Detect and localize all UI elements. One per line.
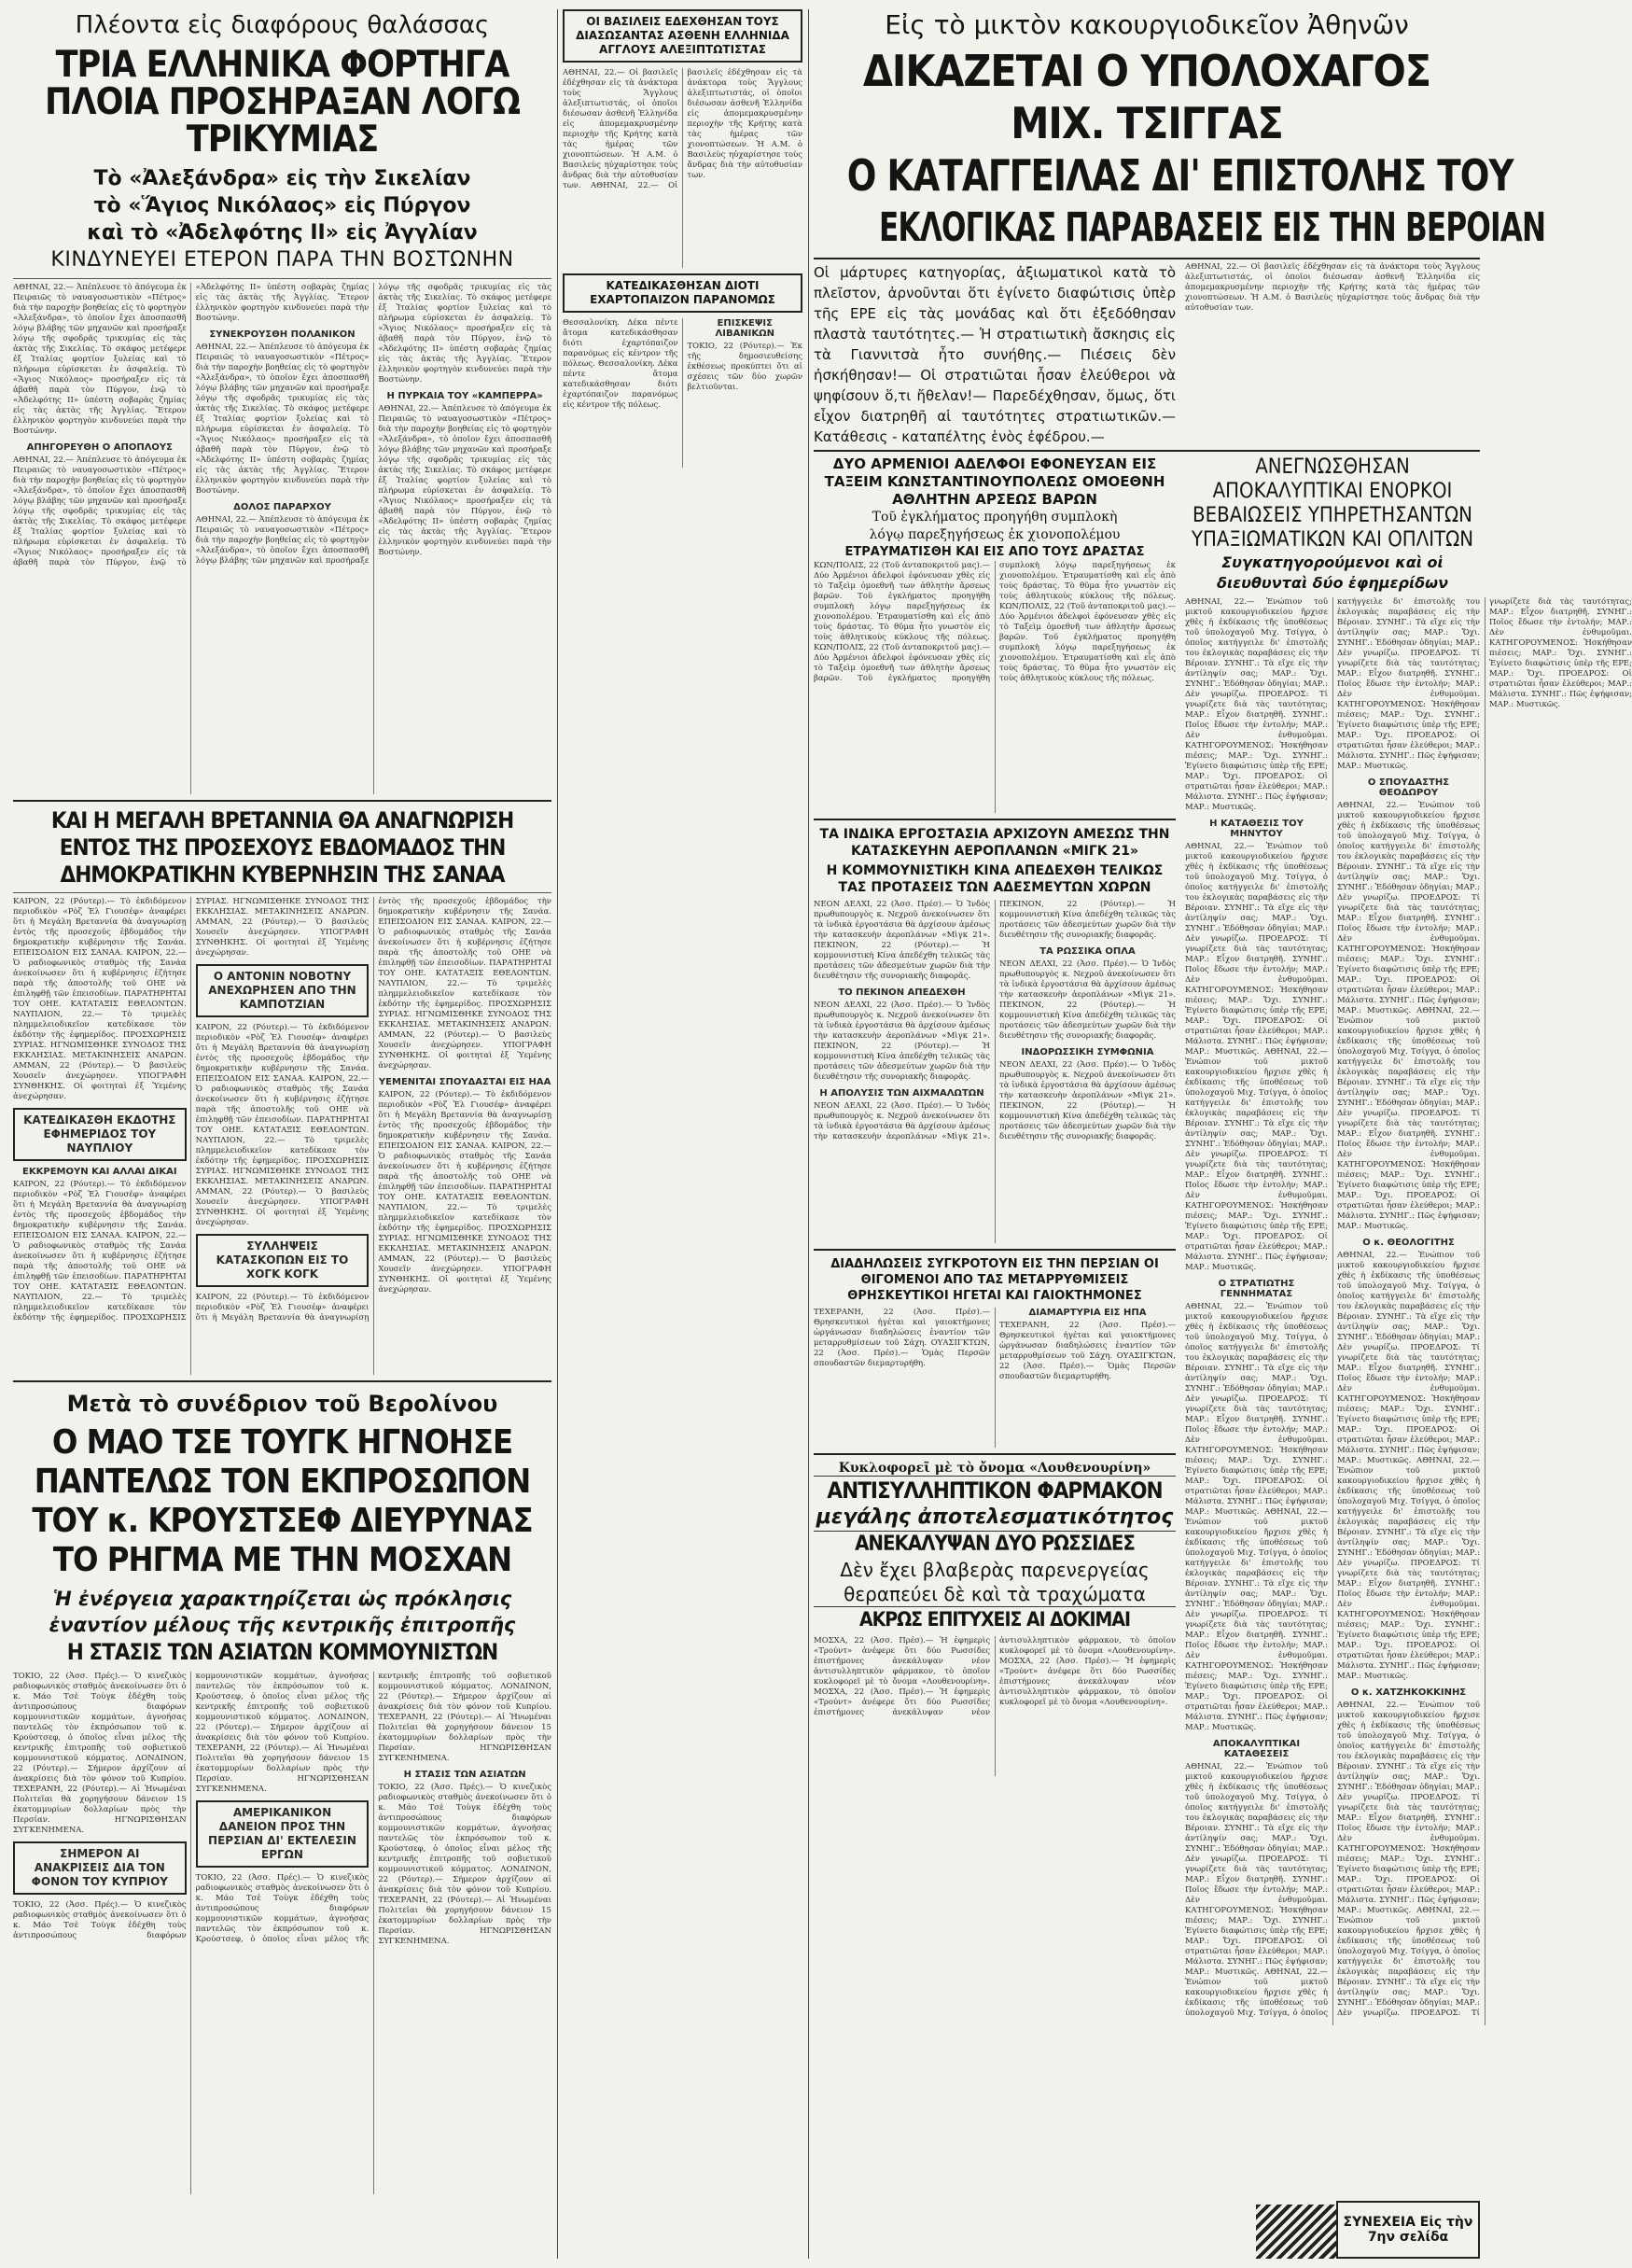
britain-box-1: ΚΑΤΕΔΙΚΑΣΘΗ ΕΚΔΟΤΗΣ ΕΦΗΜΕΡΙΔΟΣ ΤΟΥ ΝΑΥΠΛΙΟΥ — [13, 1108, 187, 1161]
drug-sub-2: ΑΝΕΚΑΛΥΨΑΝ ΔΥΟ ΡΩΣΣΙΔΕΣ — [814, 1531, 1176, 1558]
trial-head-5: Ο κ. ΘΕΟΛΟΓΙΤΗΣ — [1362, 1238, 1455, 1248]
mao-headline: Ο ΜΑΟ ΤΣΕ ΤΟΥΓΚ ΗΓΝΟΗΣΕ ΠΑΝΤΕΛΩΣ ΤΟΝ ΕΚΠΡΟΣΩΠΟΝ ΤΟΥ κ. ΚΡΟΥΣΤΣΕΦ ΔΙΕΥΡΥΝΑΣ ΤΟ ΡΗΓΜΑ ΜΕ ΤΗΝ ΜΟΣΧΑΝ — [32, 1423, 533, 1580]
britain-article: ΚΑΙΡΟΝ, 22 (Ρόυτερ).— Τὸ ἐκδιδόμενον περιοδικὸν «Ρὸζ Ἐλ Γιουσέφ» ἀναφέρει ὅτι ἡ Μεγάλη Βρεταννία θὰ ἀναγνωρίσῃ ἐντὸς τῆς προσεχοῦς ἑβδομάδος τὴν δημοκρατικὴν κυβέρνησιν τῆς Σανάα. ΕΠΕΙΣΟΔΙΟΝ ΕΙΣ ΣΑΝΑΑ. ΚΑΙΡΟΝ, 22.— Ὁ ραδιοφωνικὸς σταθμὸς τῆς Σανάα ἀνεκοίνωσεν ὅτι ἡ κυβέρνησις ἐζήτησε παρὰ τῆς ἀποστολῆς τοῦ ΟΗΕ νὰ ἐπιληφθῇ τῶν ἐπεισοδίων. ΠΑΡΑΤΗΡΗΤΑΙ ΤΟΥ ΟΗΕ. ΚΑΤΑΤΑΞΙΣ ΕΘΕΛΟΝΤΩΝ. ΝΑΥΠΛΙΟΝ, 22.— Τὸ τριμελὲς πλημμελειοδικεῖον κατεδίκασε τὸν ἐκδότην τῆς ἐφημερίδος. ΠΡΟΣΧΩΡΗΣΙΣ ΣΥΡΙΑΣ. ΗΓΝΩΜΙΣΘΗΚΕ ΣΥΝΟΔΟΣ ΤΗΣ ΕΚΚΛΗΣΙΑΣ. ΜΕΤΑΚΙΝΗΣΕΙΣ ΑΝΔΡΩΝ. ΑΜΜΑΝ, 22 (Ρόυτερ).— Ὁ βασιλεὺς Χουσεῖν ἀνεχώρησεν. ΥΠΟΓΡΑΦΗ ΣΥΝΘΗΚΗΣ. Οἱ φοιτηταὶ ἐξ Ὑεμένης ἀνεχώρησαν. ΚΑΤΕΔΙΚΑΣΘΗ ΕΚΔΟΤΗΣ ΕΦΗΜΕΡΙΔΟΣ ΤΟΥ ΝΑΥΠΛΙΟΥ ΕΚΚΡΕΜΟΥΝ ΚΑΙ ΑΛΛΑΙ ΔΙΚΑΙ ΚΑΙΡΟΝ, 22 (Ρόυτερ).— Τὸ ἐκδιδόμενον περιοδικὸν «Ρὸζ Ἐλ Γιουσέφ» ἀναφέρει ὅτι ἡ Μεγάλη Βρεταννία θὰ ἀναγνωρίσῃ ἐντὸς τῆς προσεχοῦς ἑβδομάδος τὴν δημοκρατικὴν κυβέρνησιν τῆς Σανάα. ΕΠΕΙΣΟΔΙΟΝ ΕΙΣ ΣΑΝΑΑ. ΚΑΙΡΟΝ, 22.— Ὁ ραδιοφωνικὸς σταθμὸς τῆς Σανάα ἀνεκοίνωσεν ὅτι ἡ κυβέρνησις ἐζήτησε παρὰ τῆς ἀποστολῆς τοῦ ΟΗΕ νὰ ἐπιληφθῇ τῶν ἐπεισοδίων. ΠΑΡΑΤΗΡΗΤΑΙ ΤΟΥ ΟΗΕ. ΚΑΤΑΤΑΞΙΣ ΕΘΕΛΟΝΤΩΝ. ΝΑΥΠΛΙΟΝ, 22.— Τὸ τριμελὲς πλημμελειοδικεῖον κατεδίκασε τὸν ἐκδότην τῆς ἐφημερίδος. ΠΡΟΣΧΩΡΗΣΙΣ ΣΥΡΙΑΣ. ΗΓΝΩΜΙΣΘΗΚΕ ΣΥΝΟΔΟΣ ΤΗΣ ΕΚΚΛΗΣΙΑΣ. ΜΕΤΑΚΙΝΗΣΕΙΣ ΑΝΔΡΩΝ. ΑΜΜΑΝ, 22 (Ρόυτερ).— Ὁ βασιλεὺς Χουσεῖν ἀνεχώρησεν. ΥΠΟΓΡΑΦΗ ΣΥΝΘΗΚΗΣ. Οἱ φοιτηταὶ ἐξ Ὑεμένης ἀνεχώρησαν. Ο ΑΝΤΟΝΙΝ ΝΟΒΟΤΝΥ ΑΝΕΧΩΡΗΣΕΝ ΑΠΟ ΤΗΝ ΚΑΜΠΟΤΖΙΑΝ ΚΑΙΡΟΝ, 22 (Ρόυτερ).— Τὸ ἐκδιδόμενον περιοδικὸν «Ρὸζ Ἐλ Γιουσέφ» ἀναφέρει ὅτι ἡ Μεγάλη Βρεταννία θὰ ἀναγνωρίσῃ ἐντὸς τῆς προσεχοῦς ἑβδομάδος τὴν δημοκρατικὴν κυβέρνησιν τῆς Σανάα. ΕΠΕΙΣΟΔΙΟΝ ΕΙΣ ΣΑΝΑΑ. ΚΑΙΡΟΝ, 22.— Ὁ ραδιοφωνικὸς σταθμὸς τῆς Σανάα ἀνεκοίνωσεν ὅτι ἡ κυβέρνησις ἐζήτησε παρὰ τῆς ἀποστολῆς τοῦ ΟΗΕ νὰ ἐπιληφθῇ τῶν ἐπεισοδίων. ΠΑΡΑΤΗΡΗΤΑΙ ΤΟΥ ΟΗΕ. ΚΑΤΑΤΑΞΙΣ ΕΘΕΛΟΝΤΩΝ. ΝΑΥΠΛΙΟΝ, 22.— Τὸ τριμελὲς πλημμελειοδικεῖον κατεδίκασε τὸν ἐκδότην τῆς ἐφημερίδος. ΠΡΟΣΧΩΡΗΣΙΣ ΣΥΡΙΑΣ. ΗΓΝΩΜΙΣΘΗΚΕ ΣΥΝΟΔΟΣ ΤΗΣ ΕΚΚΛΗΣΙΑΣ. ΜΕΤΑΚΙΝΗΣΕΙΣ ΑΝΔΡΩΝ. ΑΜΜΑΝ, 22 (Ρόυτερ).— Ὁ βασιλεὺς Χουσεῖν ἀνεχώρησεν. ΥΠΟΓΡΑΦΗ ΣΥΝΘΗΚΗΣ. Οἱ φοιτηταὶ ἐξ Ὑεμένης ἀνεχώρησαν. ΣΥΛΛΗΨΕΙΣ ΚΑΤΑΣΚΟΠΩΝ ΕΙΣ ΤΟ ΧΟΓΚ ΚΟΓΚ ΚΑΙΡΟΝ, 22 (Ρόυτερ).— Τὸ ἐκδιδόμενον περιοδικὸν «Ρὸζ Ἐλ Γιουσέφ» ἀναφέρει ὅτι ἡ Μεγάλη Βρεταννία θὰ ἀναγνωρίσῃ ἐντὸς τῆς προσεχοῦς ἑβδομάδος τὴν δημοκρατικὴν κυβέρνησιν τῆς Σανάα. ΕΠΕΙΣΟΔΙΟΝ ΕΙΣ ΣΑΝΑΑ. ΚΑΙΡΟΝ, 22.— Ὁ ραδιοφωνικὸς σταθμὸς τῆς Σανάα ἀνεκοίνωσεν ὅτι ἡ κυβέρνησις ἐζήτησε παρὰ τῆς ἀποστολῆς τοῦ ΟΗΕ νὰ ἐπιληφθῇ τῶν ἐπεισοδίων. ΠΑΡΑΤΗΡΗΤΑΙ ΤΟΥ ΟΗΕ. ΚΑΤΑΤΑΞΙΣ ΕΘΕΛΟΝΤΩΝ. ΝΑΥΠΛΙΟΝ, 22.— Τὸ τριμελὲς πλημμελειοδικεῖον κατεδίκασε τὸν ἐκδότην τῆς ἐφημερίδος. ΠΡΟΣΧΩΡΗΣΙΣ ΣΥΡΙΑΣ. ΗΓΝΩΜΙΣΘΗΚΕ ΣΥΝΟΔΟΣ ΤΗΣ ΕΚΚΛΗΣΙΑΣ. ΜΕΤΑΚΙΝΗΣΕΙΣ ΑΝΔΡΩΝ. ΑΜΜΑΝ, 22 (Ρόυτερ).— Ὁ βασιλεὺς Χουσεῖν ἀνεχώρησεν. ΥΠΟΓΡΑΦΗ ΣΥΝΘΗΚΗΣ. Οἱ φοιτηταὶ ἐξ Ὑεμένης ἀνεχώρησαν. ΥΕΜΕΝΙΤΑΙ ΣΠΟΥΔΑΣΤΑΙ ΕΙΣ ΗΑΑ ΚΑΙΡΟΝ, 22 (Ρόυτερ).— Τὸ ἐκδιδόμενον περιοδικὸν «Ρὸζ Ἐλ Γιουσέφ» ἀναφέρει ὅτι ἡ Μεγάλη Βρεταννία θὰ ἀναγνωρίσῃ ἐντὸς τῆς προσεχοῦς ἑβδομάδος τὴν δημοκρατικὴν κυβέρνησιν τῆς Σανάα. ΕΠΕΙΣΟΔΙΟΝ ΕΙΣ ΣΑΝΑΑ. ΚΑΙΡΟΝ, 22.— Ὁ ραδιοφωνικὸς σταθμὸς τῆς Σανάα ἀνεκοίνωσεν ὅτι ἡ κυβέρνησις ἐζήτησε παρὰ τῆς ἀποστολῆς τοῦ ΟΗΕ νὰ ἐπιληφθῇ τῶν ἐπεισοδίων. ΠΑΡΑΤΗΡΗΤΑΙ ΤΟΥ ΟΗΕ. ΚΑΤΑΤΑΞΙΣ ΕΘΕΛΟΝΤΩΝ. ΝΑΥΠΛΙΟΝ, 22.— Τὸ τριμελὲς πλημμελειοδικεῖον κατεδίκασε τὸν ἐκδότην τῆς ἐφημερίδος. ΠΡΟΣΧΩΡΗΣΙΣ ΣΥΡΙΑΣ. ΗΓΝΩΜΙΣΘΗΚΕ ΣΥΝΟΔΟΣ ΤΗΣ ΕΚΚΛΗΣΙΑΣ. ΜΕΤΑΚΙΝΗΣΕΙΣ ΑΝΔΡΩΝ. ΑΜΜΑΝ, 22 (Ρόυτερ).— Ὁ βασιλεὺς Χουσεῖν ἀνεχώρησεν. ΥΠΟΓΡΑΦΗ ΣΥΝΘΗΚΗΣ. Οἱ φοιτηταὶ ἐξ Ὑεμένης ἀνεχώρησαν. — [13, 897, 551, 1323]
india-head-1: ΤΟ ΠΕΚΙΝΟΝ ΑΠΕΔΕΧΘΗ — [838, 987, 966, 998]
kings-headline: ΟΙ ΒΑΣΙΛΕΙΣ ΕΔΕΧΘΗΣΑΝ ΤΟΥΣ ΔΙΑΣΩΣΑΝΤΑΣ ΑΣΘΕΝΗ ΕΛΛΗΝΙΔΑ ΑΓΓΛΟΥΣ ΑΛΕΞΙΠΤΩΤΙΣΤΑΣ — [563, 9, 802, 63]
mao-sub-2: ἐναντίον μέλους τῆς κεντρικῆς ἐπιτροπῆς — [49, 1614, 516, 1637]
britain-box-4: ΣΥΛΛΗΨΕΙΣ ΚΑΤΑΣΚΟΠΩΝ ΕΙΣ ΤΟ ΧΟΓΚ ΚΟΓΚ — [196, 1234, 370, 1287]
middle-spill-article: ΑΘΗΝΑΙ, 22.— Οἱ βασιλεῖς ἐδέχθησαν εἰς τὰ ἀνάκτορα τοὺς Ἄγγλους ἀλεξιπτωτιστάς, οἱ ὁποῖοι διέσωσαν ἀσθενῆ Ἑλληνίδα εἰς ἀπομεμακρυσμένην περιοχὴν τῆς Κρήτης κατὰ τὰς ἡμέρας τῶν χιονοπτώσεων. Ἡ Α.Μ. ὁ Βασιλεὺς ηὐχαρίστησε τοὺς ἄνδρας διὰ τὴν αὐτοθυσίαν των. — [1185, 262, 1480, 313]
mao-sub-1: Ἡ ἐνέργεια χαρακτηρίζεται ὡς πρόκλησις — [52, 1588, 512, 1611]
india-headline-2: Η ΚΟΜΜΟΥΝΙΣΤΙΚΗ ΚΙΝΑ ΑΠΕΔΕΧΘΗ ΤΕΛΙΚΩΣ ΤΑΣ ΠΡΟΤΑΣΕΙΣ ΤΩΝ ΑΔΕΣΜΕΥΤΩΝ ΧΩΡΩΝ — [826, 863, 1164, 895]
left-column — [13, 9, 551, 2259]
india-headline-1: ΤΑ ΙΝΔΙΚΑ ΕΡΓΟΣΤΑΣΙΑ ΑΡΧΙΖΟΥΝ ΑΜΕΣΩΣ ΤΗΝ ΚΑΤΑΣΚΕΥΗΝ ΑΕΡΟΠΛΑΝΩΝ «ΜΙΓΚ 21» — [819, 827, 1170, 859]
trial-sub-headline: ΑΝΕΓΝΩΣΘΗΣΑΝ ΑΠΟΚΑΛΥΠΤΙΚΑΙ ΕΝΟΡΚΟΙ ΒΕΒΑΙΩΣΕΙΣ ΥΠΗΡΕΤΗΣΑΝΤΩΝ ΥΠΑΞΙΩΜΑΤΙΚΩΝ ΚΑΙ ΟΠΛΙΤΩΝ — [1191, 455, 1474, 552]
mao-kicker: Μετὰ τὸ συνέδριον τοῦ Βερολίνου — [66, 1391, 498, 1418]
india-article: ΝΕΟΝ ΔΕΛΧΙ, 22 (Ἀσσ. Πρέσ).— Ὁ Ἰνδὸς πρωθυπουργὸς κ. Νεχροῦ ἀνεκοίνωσεν ὅτι τὰ ἰνδικὰ ἐργοστάσια θὰ ἀρχίσουν ἀμέσως τὴν κατασκευὴν ἀεροπλάνων «Μὶγκ 21». ΠΕΚΙΝΟΝ, 22 (Ρόυτερ).— Ἡ κομμουνιστικὴ Κίνα ἀπεδέχθη τελικῶς τὰς προτάσεις τῶν ἀδεσμεύτων χωρῶν διὰ τὴν διευθέτησιν τῆς συνοριακῆς διαφορᾶς. ΤΟ ΠΕΚΙΝΟΝ ΑΠΕΔΕΧΘΗ ΝΕΟΝ ΔΕΛΧΙ, 22 (Ἀσσ. Πρέσ).— Ὁ Ἰνδὸς πρωθυπουργὸς κ. Νεχροῦ ἀνεκοίνωσεν ὅτι τὰ ἰνδικὰ ἐργοστάσια θὰ ἀρχίσουν ἀμέσως τὴν κατασκευὴν ἀεροπλάνων «Μὶγκ 21». ΠΕΚΙΝΟΝ, 22 (Ρόυτερ).— Ἡ κομμουνιστικὴ Κίνα ἀπεδέχθη τελικῶς τὰς προτάσεις τῶν ἀδεσμεύτων χωρῶν διὰ τὴν διευθέτησιν τῆς συνοριακῆς διαφορᾶς. Η ΑΠΟΛΥΣΙΣ ΤΩΝ ΑΙΧΜΑΛΩΤΩΝ ΝΕΟΝ ΔΕΛΧΙ, 22 (Ἀσσ. Πρέσ).— Ὁ Ἰνδὸς πρωθυπουργὸς κ. Νεχροῦ ἀνεκοίνωσεν ὅτι τὰ ἰνδικὰ ἐργοστάσια θὰ ἀρχίσουν ἀμέσως τὴν κατασκευὴν ἀεροπλάνων «Μὶγκ 21». ΠΕΚΙΝΟΝ, 22 (Ρόυτερ).— Ἡ κομμουνιστικὴ Κίνα ἀπεδέχθη τελικῶς τὰς προτάσεις τῶν ἀδεσμεύτων χωρῶν διὰ τὴν διευθέτησιν τῆς συνοριακῆς διαφορᾶς. ΤΑ ΡΩΣΣΙΚΑ ΟΠΛΑ ΝΕΟΝ ΔΕΛΧΙ, 22 (Ἀσσ. Πρέσ).— Ὁ Ἰνδὸς πρωθυπουργὸς κ. Νεχροῦ ἀνεκοίνωσεν ὅτι τὰ ἰνδικὰ ἐργοστάσια θὰ ἀρχίσουν ἀμέσως τὴν κατασκευὴν ἀεροπλάνων «Μὶγκ 21». ΠΕΚΙΝΟΝ, 22 (Ρόυτερ).— Ἡ κομμουνιστικὴ Κίνα ἀπεδέχθη τελικῶς τὰς προτάσεις τῶν ἀδεσμεύτων χωρῶν διὰ τὴν διευθέτησιν τῆς συνοριακῆς διαφορᾶς. ΙΝΔΟΡΩΣΣΙΚΗ ΣΥΜΦΩΝΙΑ ΝΕΟΝ ΔΕΛΧΙ, 22 (Ἀσσ. Πρέσ).— Ὁ Ἰνδὸς πρωθυπουργὸς κ. Νεχροῦ ἀνεκοίνωσεν ὅτι τὰ ἰνδικὰ ἐργοστάσια θὰ ἀρχίσουν ἀμέσως τὴν κατασκευὴν ἀεροπλάνων «Μὶγκ 21». ΠΕΚΙΝΟΝ, 22 (Ρόυτερ).— Ἡ κομμουνιστικὴ Κίνα ἀπεδέχθη τελικῶς τὰς προτάσεις τῶν ἀδεσμεύτων χωρῶν διὰ τὴν διευθέτησιν τῆς συνοριακῆς διαφορᾶς. — [814, 900, 1176, 1141]
trial-headline-2: Ο ΚΑΤΑΓΓΕΙΛΑΣ ΔΙ' ΕΠΙΣΤΟΛΗΣ ΤΟΥ — [846, 150, 1513, 201]
ships-sub-4: ΚΙΝΔΥΝΕΥΕΙ ΕΤΕΡΟΝ ΠΑΡΑ ΤΗΝ ΒΟΣΤΩΝΗΝ — [50, 248, 514, 273]
trial-headline-1: ΔΙΚΑΖΕΤΑΙ Ο ΥΠΟΛΟΧΑΓΟΣ ΜΙΧ. ΤΣΙΓΓΑΣ — [862, 46, 1431, 148]
persia-article: ΤΕΧΕΡΑΝΗ, 22 (Ἀσσ. Πρέσ).— Θρησκευτικοὶ ἡγέται καὶ γαιοκτήμονες ὠργάνωσαν διαδηλώσεις ἐναντίον τῶν μεταρρυθμίσεων τοῦ Σάχη. ΟΥΑΣΙΓΚΤΩΝ, 22 (Ἀσσ. Πρέσ).— Ὁμὰς Περσῶν σπουδαστῶν διεμαρτυρήθη. ΔΙΑΜΑΡΤΥΡΙΑ ΕΙΣ ΗΠΑ ΤΕΧΕΡΑΝΗ, 22 (Ἀσσ. Πρέσ).— Θρησκευτικοὶ ἡγέται καὶ γαιοκτήμονες ὠργάνωσαν διαδηλώσεις ἐναντίον τῶν μεταρρυθμίσεων τοῦ Σάχη. ΟΥΑΣΙΓΚΤΩΝ, 22 (Ἀσσ. Πρέσ).— Ὁμὰς Περσῶν σπουδαστῶν διεμαρτυρήθη. — [814, 1308, 1176, 1381]
armenians-sub-2: λόγῳ παρεξηγήσεως ἐκ χιονοπολέμου — [869, 527, 1121, 542]
ships-kicker: Πλέοντα εἰς διαφόρους θαλάσσας — [75, 11, 490, 39]
mao-box-2: ΑΜΕΡΙΚΑΝΙΚΟΝ ΔΑΝΕΙΟΝ ΠΡΟΣ ΤΗΝ ΠΕΡΣΙΑΝ ΔΙ' ΕΚΤΕΛΕΣΙΝ ΕΡΓΩΝ — [196, 1800, 370, 1868]
trial-head-2: Ο ΣΤΡΑΤΙΩΤΗΣ ΓΕΝΝΗΜΑΤΑΣ — [1218, 1279, 1295, 1299]
india-head-3: ΤΑ ΡΩΣΣΙΚΑ ΟΠΛΑ — [1039, 946, 1136, 957]
drug-article: ΜΟΣΧΑ, 22 (Ἀσσ. Πρέσ).— Ἡ ἐφημερὶς «Τρούντ» ἀνέφερε ὅτι δύο Ρωσσίδες ἐπιστήμονες ἀνεκάλυψαν νέον ἀντισυλληπτικὸν φάρμακον, τὸ ὁποῖον κυκλοφορεῖ μὲ τὸ ὄνομα «Λουθενουρίνη». ΜΟΣΧΑ, 22 (Ἀσσ. Πρέσ).— Ἡ ἐφημερὶς «Τρούντ» ἀνέφερε ὅτι δύο Ρωσσίδες ἐπιστήμονες ἀνεκάλυψαν νέον ἀντισυλληπτικὸν φάρμακον, τὸ ὁποῖον κυκλοφορεῖ μὲ τὸ ὄνομα «Λουθενουρίνη». ΜΟΣΧΑ, 22 (Ἀσσ. Πρέσ).— Ἡ ἐφημερὶς «Τρούντ» ἀνέφερε ὅτι δύο Ρωσσίδες ἐπιστήμονες ἀνεκάλυψαν νέον ἀντισυλληπτικὸν φάρμακον, τὸ ὁποῖον κυκλοφορεῖ μὲ τὸ ὄνομα «Λουθενουρίνη». — [814, 1636, 1176, 1717]
india-head-2: Η ΑΠΟΛΥΣΙΣ ΤΩΝ ΑΙΧΜΑΛΩΤΩΝ — [819, 1088, 984, 1099]
drug-sub-1: μεγάλης ἀποτελεσματικότητος — [816, 1505, 1174, 1529]
trial-italic-sub: Συγκατηγορούμενοι καὶ οἱ διευθυνταὶ δύο ἐφημερίδων — [1217, 553, 1448, 592]
trial-kicker: Εἰς τὸ μικτὸν κακουργιοδικεῖον Ἀθηνῶν — [885, 9, 1409, 40]
drug-kicker: Κυκλοφορεῖ μὲ τὸ ὄνομα «Λουθενουρίνη» — [838, 1461, 1151, 1476]
britain-box-2: ΕΚΚΡΕΜΟΥΝ ΚΑΙ ΑΛΛΑΙ ΔΙΚΑΙ — [22, 1167, 177, 1178]
lebanese-head: ΕΠΙΣΚΕΨΙΣ ΛΙΒΑΝΙΚΩΝ — [715, 318, 775, 339]
cards-headline: ΚΑΤΕΔΙΚΑΣΘΗΣΑΝ ΔΙΟΤΙ ΕΧΑΡΤΟΠΑΙΖΟΝ ΠΑΡΑΝΟΜΩΣ — [563, 273, 802, 313]
britain-box-5: ΥΕΜΕΝΙΤΑΙ ΣΠΟΥΔΑΣΤΑΙ ΕΙΣ ΗΑΑ — [378, 1077, 551, 1088]
ships-sec-head-1: ΑΠΗΓΟΡΕΥΘΗ Ο ΑΠΟΠΛΟΥΣ — [26, 442, 174, 454]
india-head-4: ΙΝΔΟΡΩΣΣΙΚΗ ΣΥΜΦΩΝΙΑ — [1021, 1047, 1154, 1057]
column-rule-1 — [557, 9, 558, 2259]
ships-sec-head-4: Η ΠΥΡΚΑΙΑ ΤΟΥ «ΚΑΜΠΕΡΡΑ» — [386, 391, 543, 402]
trial-head-1: Η ΚΑΤΑΘΕΣΙΣ ΤΟΥ ΜΗΝΥΤΟΥ — [1209, 819, 1304, 839]
ships-sub-2: τὸ «Ἅγιος Νικόλαος» εἰς Πύργον — [93, 194, 471, 218]
trial-head-3: ΑΠΟΚΑΛΥΠΤΙΚΑΙ ΚΑΤΑΘΕΣΕΙΣ — [1212, 1739, 1301, 1759]
armenians-sub-3: ΕΤΡΑΥΜΑΤΙΣΘΗ ΚΑΙ ΕΙΣ ΑΠΟ ΤΟΥΣ ΔΡΑΣΤΑΣ — [844, 545, 1145, 559]
ships-article: ΑΘΗΝΑΙ, 22.— Ἀπέπλευσε τὸ ἀπόγευμα ἐκ Πειραιῶς τὸ ναυαγοσωστικὸν «Πέτρος» διὰ τὴν παροχὴν βοηθείας εἰς τὸ φορτηγὸν «Ἀλεξάνδρα», τὸ ὁποῖον ἔχει ἀποσπασθῆ λόγῳ βλάβης τῶν μηχανῶν καὶ προσήραξε λόγῳ τῆς σφοδρᾶς τρικυμίας εἰς τὰς ἀκτὰς τῆς Σικελίας. Τὸ σκάφος μετέφερε ἐξ Ἰταλίας φορτίον ξυλείας καὶ τὸ πλήρωμα εὑρίσκεται ἐν ἀσφαλείᾳ. Τὸ «Ἅγιος Νικόλαος» προσήραξεν εἰς τὰ ἀβαθῆ παρὰ τὸν Πύργον, ἐνῷ τὸ «Ἀδελφότης II» ὑπέστη σοβαρὰς ζημίας εἰς τὰς ἀκτὰς τῆς Ἀγγλίας. Ἕτερον ἑλληνικὸν φορτηγὸν κινδυνεύει παρὰ τὴν Βοστώνην. ΑΠΗΓΟΡΕΥΘΗ Ο ΑΠΟΠΛΟΥΣ ΑΘΗΝΑΙ, 22.— Ἀπέπλευσε τὸ ἀπόγευμα ἐκ Πειραιῶς τὸ ναυαγοσωστικὸν «Πέτρος» διὰ τὴν παροχὴν βοηθείας εἰς τὸ φορτηγὸν «Ἀλεξάνδρα», τὸ ὁποῖον ἔχει ἀποσπασθῆ λόγῳ βλάβης τῶν μηχανῶν καὶ προσήραξε λόγῳ τῆς σφοδρᾶς τρικυμίας εἰς τὰς ἀκτὰς τῆς Σικελίας. Τὸ σκάφος μετέφερε ἐξ Ἰταλίας φορτίον ξυλείας καὶ τὸ πλήρωμα εὑρίσκεται ἐν ἀσφαλείᾳ. Τὸ «Ἅγιος Νικόλαος» προσήραξεν εἰς τὰ ἀβαθῆ παρὰ τὸν Πύργον, ἐνῷ τὸ «Ἀδελφότης II» ὑπέστη σοβαρὰς ζημίας εἰς τὰς ἀκτὰς τῆς Ἀγγλίας. Ἕτερον ἑλληνικὸν φορτηγὸν κινδυνεύει παρὰ τὴν Βοστώνην. ΣΥΝΕΚΡΟΥΣΘΗ ΠΟΛΑΝΙΚΟΝ ΑΘΗΝΑΙ, 22.— Ἀπέπλευσε τὸ ἀπόγευμα ἐκ Πειραιῶς τὸ ναυαγοσωστικὸν «Πέτρος» διὰ τὴν παροχὴν βοηθείας εἰς τὸ φορτηγὸν «Ἀλεξάνδρα», τὸ ὁποῖον ἔχει ἀποσπασθῆ λόγῳ βλάβης τῶν μηχανῶν καὶ προσήραξε λόγῳ τῆς σφοδρᾶς τρικυμίας εἰς τὰς ἀκτὰς τῆς Σικελίας. Τὸ σκάφος μετέφερε ἐξ Ἰταλίας φορτίον ξυλείας καὶ τὸ πλήρωμα εὑρίσκεται ἐν ἀσφαλείᾳ. Τὸ «Ἅγιος Νικόλαος» προσήραξεν εἰς τὰ ἀβαθῆ παρὰ τὸν Πύργον, ἐνῷ τὸ «Ἀδελφότης II» ὑπέστη σοβαρὰς ζημίας εἰς τὰς ἀκτὰς τῆς Ἀγγλίας. Ἕτερον ἑλληνικὸν φορτηγὸν κινδυνεύει παρὰ τὴν Βοστώνην. ΔΟΛΟΣ ΠΑΡΑΡΧΟΥ ΑΘΗΝΑΙ, 22.— Ἀπέπλευσε τὸ ἀπόγευμα ἐκ Πειραιῶς τὸ ναυαγοσωστικὸν «Πέτρος» διὰ τὴν παροχὴν βοηθείας εἰς τὸ φορτηγὸν «Ἀλεξάνδρα», τὸ ὁποῖον ἔχει ἀποσπασθῆ λόγῳ βλάβης τῶν μηχανῶν καὶ προσήραξε λόγῳ τῆς σφοδρᾶς τρικυμίας εἰς τὰς ἀκτὰς τῆς Σικελίας. Τὸ σκάφος μετέφερε ἐξ Ἰταλίας φορτίον ξυλείας καὶ τὸ πλήρωμα εὑρίσκεται ἐν ἀσφαλείᾳ. Τὸ «Ἅγιος Νικόλαος» προσήραξεν εἰς τὰ ἀβαθῆ παρὰ τὸν Πύργον, ἐνῷ τὸ «Ἀδελφότης II» ὑπέστη σοβαρὰς ζημίας εἰς τὰς ἀκτὰς τῆς Ἀγγλίας. Ἕτερον ἑλληνικὸν φορτηγὸν κινδυνεύει παρὰ τὴν Βοστώνην. Η ΠΥΡΚΑΙΑ ΤΟΥ «ΚΑΜΠΕΡΡΑ» ΑΘΗΝΑΙ, 22.— Ἀπέπλευσε τὸ ἀπόγευμα ἐκ Πειραιῶς τὸ ναυαγοσωστικὸν «Πέτρος» διὰ τὴν παροχὴν βοηθείας εἰς τὸ φορτηγὸν «Ἀλεξάνδρα», τὸ ὁποῖον ἔχει ἀποσπασθῆ λόγῳ βλάβης τῶν μηχανῶν καὶ προσήραξε λόγῳ τῆς σφοδρᾶς τρικυμίας εἰς τὰς ἀκτὰς τῆς Σικελίας. Τὸ σκάφος μετέφερε ἐξ Ἰταλίας φορτίον ξυλείας καὶ τὸ πλήρωμα εὑρίσκεται ἐν ἀσφαλείᾳ. Τὸ «Ἅγιος Νικόλαος» προσήραξεν εἰς τὰ ἀβαθῆ παρὰ τὸν Πύργον, ἐνῷ τὸ «Ἀδελφότης II» ὑπέστη σοβαρὰς ζημίας εἰς τὰς ἀκτὰς τῆς Ἀγγλίας. Ἕτερον ἑλληνικὸν φορτηγὸν κινδυνεύει παρὰ τὴν Βοστώνην. — [13, 283, 551, 568]
persia-head-1: ΔΙΑΜΑΡΤΥΡΙΑ ΕΙΣ ΗΠΑ — [1028, 1308, 1147, 1318]
kings-article: ΑΘΗΝΑΙ, 22.— Οἱ βασιλεῖς ἐδέχθησαν εἰς τὰ ἀνάκτορα τοὺς Ἄγγλους ἀλεξιπτωτιστάς, οἱ ὁποῖοι διέσωσαν ἀσθενῆ Ἑλληνίδα εἰς ἀπομεμακρυσμένην περιοχὴν τῆς Κρήτης κατὰ τὰς ἡμέρας τῶν χιονοπτώσεων. Ἡ Α.Μ. ὁ Βασιλεὺς ηὐχαρίστησε τοὺς ἄνδρας διὰ τὴν αὐτοθυσίαν των. ΑΘΗΝΑΙ, 22.— Οἱ βασιλεῖς ἐδέχθησαν εἰς τὰ ἀνάκτορα τοὺς Ἄγγλους ἀλεξιπτωτιστάς, οἱ ὁποῖοι διέσωσαν ἀσθενῆ Ἑλληνίδα εἰς ἀπομεμακρυσμένην περιοχὴν τῆς Κρήτης κατὰ τὰς ἡμέρας τῶν χιονοπτώσεων. Ἡ Α.Μ. ὁ Βασιλεὺς ηὐχαρίστησε τοὺς ἄνδρας διὰ τὴν αὐτοθυσίαν των. — [563, 68, 802, 190]
trial-headline-3: ΕΚΛΟΓΙΚΑΣ ΠΑΡΑΒΑΣΕΙΣ ΕΙΣ ΤΗΝ ΒΕΡΟΙΑΝ — [878, 204, 1546, 251]
continued-wedge — [1256, 2205, 1340, 2259]
ships-sec-head-2: ΣΥΝΕΚΡΟΥΣΘΗ ΠΟΛΑΝΙΚΟΝ — [209, 329, 356, 341]
mao-box-1: ΣΗΜΕΡΟΝ ΑΙ ΑΝΑΚΡΙΣΕΙΣ ΔΙΑ ΤΟΝ ΦΟΝΟΝ ΤΟΥ ΚΥΠΡΙΟΥ — [13, 1841, 187, 1895]
column-rule-2 — [808, 9, 809, 2259]
ships-sec-head-3: ΔΟΛΟΣ ΠΑΡΑΡΧΟΥ — [233, 502, 331, 513]
right-column — [814, 9, 1632, 2259]
trial-head-4: Ο ΣΠΟΥΔΑΣΤΗΣ ΘΕΟΔΩΡΟΥ — [1367, 777, 1450, 798]
drug-headline: ΑΝΤΙΣΥΛΛΗΠΤΙΚΟΝ ΦΑΡΜΑΚΟΝ — [814, 1476, 1176, 1505]
persia-headline: ΔΙΑΔΗΛΩΣΕΙΣ ΣΥΓΚΡΟΤΟΥΝ ΕΙΣ ΤΗΝ ΠΕΡΣΙΑΝ ΟΙ ΘΙΓΟΜΕΝΟΙ ΑΠΟ ΤΑΣ ΜΕΤΑΡΡΥΘΜΙΣΕΙΣ ΘΡΗΣΚΕΥΤΙΚΟΙ ΗΓΕΤΑΙ ΚΑΙ ΓΑΙΟΚΤΗΜΟΝΕΣ — [830, 1257, 1159, 1303]
ships-sub-3: καὶ τὸ «Ἀδελφότης II» εἰς Ἀγγλίαν — [87, 221, 478, 245]
drug-sub-5: ΑΚΡΩΣ ΕΠΙΤΥΧΕΙΣ ΑΙ ΔΟΚΙΜΑΙ — [814, 1606, 1176, 1632]
britain-headline: ΚΑΙ Η ΜΕΓΑΛΗ ΒΡΕΤΑΝΝΙΑ ΘΑ ΑΝΑΓΝΩΡΙΣΗ ΕΝΤΟΣ ΤΗΣ ΠΡΟΣΕΧΟΥΣ ΕΒΔΟΜΑΔΟΣ ΤΗΝ ΔΗΜΟΚΡΑΤΙΚΗΝ ΚΥΒΕΡΝΗΣΙΝ ΤΗΣ ΣΑΝΑΑ — [50, 807, 514, 889]
trial-article: ΑΘΗΝΑΙ, 22.— Ἐνώπιον τοῦ μικτοῦ κακουργιοδικείου ἤρχισε χθὲς ἡ ἐκδίκασις τῆς ὑποθέσεως τοῦ ὑπολοχαγοῦ Μιχ. Τσίγγα, ὁ ὁποῖος κατήγγειλε δι' ἐπιστολῆς του ἐκλογικὰς παραβάσεις εἰς τὴν Βέροιαν. ΣΥΝΗΓ.: Τὰ εἴχε εἰς τὴν ἀντίληψίν σας; ΜΑΡ.: Ὄχι. ΣΥΝΗΓ.: Ἐδόθησαν ὁδηγίαι; ΜΑΡ.: Δὲν γνωρίζω. ΠΡΟΕΔΡΟΣ: Τί γνωρίζετε διὰ τὰς ταυτότητας; ΜΑΡ.: Εἶχον διατρηθῆ. ΣΥΝΗΓ.: Ποῖος ἔδωσε τὴν ἐντολήν; ΜΑΡ.: Δὲν ἐνθυμοῦμαι. ΚΑΤΗΓΟΡΟΥΜΕΝΟΣ: Ἠσκήθησαν πιέσεις; ΜΑΡ.: Ὄχι. ΣΥΝΗΓ.: Ἐγίνετο διαφώτισις ὑπὲρ τῆς ΕΡΕ; ΜΑΡ.: Ὄχι. ΠΡΟΕΔΡΟΣ: Οἱ στρατιῶται ἦσαν ἐλεύθεροι; ΜΑΡ.: Μάλιστα. ΣΥΝΗΓ.: Πῶς ἐψήφισαν; ΜΑΡ.: Μυστικῶς. Η ΚΑΤΑΘΕΣΙΣ ΤΟΥ ΜΗΝΥΤΟΥ ΑΘΗΝΑΙ, 22.— Ἐνώπιον τοῦ μικτοῦ κακουργιοδικείου ἤρχισε χθὲς ἡ ἐκδίκασις τῆς ὑποθέσεως τοῦ ὑπολοχαγοῦ Μιχ. Τσίγγα, ὁ ὁποῖος κατήγγειλε δι' ἐπιστολῆς του ἐκλογικὰς παραβάσεις εἰς τὴν Βέροιαν. ΣΥΝΗΓ.: Τὰ εἴχε εἰς τὴν ἀντίληψίν σας; ΜΑΡ.: Ὄχι. ΣΥΝΗΓ.: Ἐδόθησαν ὁδηγίαι; ΜΑΡ.: Δὲν γνωρίζω. ΠΡΟΕΔΡΟΣ: Τί γνωρίζετε διὰ τὰς ταυτότητας; ΜΑΡ.: Εἶχον διατρηθῆ. ΣΥΝΗΓ.: Ποῖος ἔδωσε τὴν ἐντολήν; ΜΑΡ.: Δὲν ἐνθυμοῦμαι. ΚΑΤΗΓΟΡΟΥΜΕΝΟΣ: Ἠσκήθησαν πιέσεις; ΜΑΡ.: Ὄχι. ΣΥΝΗΓ.: Ἐγίνετο διαφώτισις ὑπὲρ τῆς ΕΡΕ; ΜΑΡ.: Ὄχι. ΠΡΟΕΔΡΟΣ: Οἱ στρατιῶται ἦσαν ἐλεύθεροι; ΜΑΡ.: Μάλιστα. ΣΥΝΗΓ.: Πῶς ἐψήφισαν; ΜΑΡ.: Μυστικῶς. ΑΘΗΝΑΙ, 22.— Ἐνώπιον τοῦ μικτοῦ κακουργιοδικείου ἤρχισε χθὲς ἡ ἐκδίκασις τῆς ὑποθέσεως τοῦ ὑπολοχαγοῦ Μιχ. Τσίγγα, ὁ ὁποῖος κατήγγειλε δι' ἐπιστολῆς του ἐκλογικὰς παραβάσεις εἰς τὴν Βέροιαν. ΣΥΝΗΓ.: Τὰ εἴχε εἰς τὴν ἀντίληψίν σας; ΜΑΡ.: Ὄχι. ΣΥΝΗΓ.: Ἐδόθησαν ὁδηγίαι; ΜΑΡ.: Δὲν γνωρίζω. ΠΡΟΕΔΡΟΣ: Τί γνωρίζετε διὰ τὰς ταυτότητας; ΜΑΡ.: Εἶχον διατρηθῆ. ΣΥΝΗΓ.: Ποῖος ἔδωσε τὴν ἐντολήν; ΜΑΡ.: Δὲν ἐνθυμοῦμαι. ΚΑΤΗΓΟΡΟΥΜΕΝΟΣ: Ἠσκήθησαν πιέσεις; ΜΑΡ.: Ὄχι. ΣΥΝΗΓ.: Ἐγίνετο διαφώτισις ὑπὲρ τῆς ΕΡΕ; ΜΑΡ.: Ὄχι. ΠΡΟΕΔΡΟΣ: Οἱ στρατιῶται ἦσαν ἐλεύθεροι; ΜΑΡ.: Μάλιστα. ΣΥΝΗΓ.: Πῶς ἐψήφισαν; ΜΑΡ.: Μυστικῶς. Ο ΣΤΡΑΤΙΩΤΗΣ ΓΕΝΝΗΜΑΤΑΣ ΑΘΗΝΑΙ, 22.— Ἐνώπιον τοῦ μικτοῦ κακουργιοδικείου ἤρχισε χθὲς ἡ ἐκδίκασις τῆς ὑποθέσεως τοῦ ὑπολοχαγοῦ Μιχ. Τσίγγα, ὁ ὁποῖος κατήγγειλε δι' ἐπιστολῆς του ἐκλογικὰς παραβάσεις εἰς τὴν Βέροιαν. ΣΥΝΗΓ.: Τὰ εἴχε εἰς τὴν ἀντίληψίν σας; ΜΑΡ.: Ὄχι. ΣΥΝΗΓ.: Ἐδόθησαν ὁδηγίαι; ΜΑΡ.: Δὲν γνωρίζω. ΠΡΟΕΔΡΟΣ: Τί γνωρίζετε διὰ τὰς ταυτότητας; ΜΑΡ.: Εἶχον διατρηθῆ. ΣΥΝΗΓ.: Ποῖος ἔδωσε τὴν ἐντολήν; ΜΑΡ.: Δὲν ἐνθυμοῦμαι. ΚΑΤΗΓΟΡΟΥΜΕΝΟΣ: Ἠσκήθησαν πιέσεις; ΜΑΡ.: Ὄχι. ΣΥΝΗΓ.: Ἐγίνετο διαφώτισις ὑπὲρ τῆς ΕΡΕ; ΜΑΡ.: Ὄχι. ΠΡΟΕΔΡΟΣ: Οἱ στρατιῶται ἦσαν ἐλεύθεροι; ΜΑΡ.: Μάλιστα. ΣΥΝΗΓ.: Πῶς ἐψήφισαν; ΜΑΡ.: Μυστικῶς. ΑΘΗΝΑΙ, 22.— Ἐνώπιον τοῦ μικτοῦ κακουργιοδικείου ἤρχισε χθὲς ἡ ἐκδίκασις τῆς ὑποθέσεως τοῦ ὑπολοχαγοῦ Μιχ. Τσίγγα, ὁ ὁποῖος κατήγγειλε δι' ἐπιστολῆς του ἐκλογικὰς παραβάσεις εἰς τὴν Βέροιαν. ΣΥΝΗΓ.: Τὰ εἴχε εἰς τὴν ἀντίληψίν σας; ΜΑΡ.: Ὄχι. ΣΥΝΗΓ.: Ἐδόθησαν ὁδηγίαι; ΜΑΡ.: Δὲν γνωρίζω. ΠΡΟΕΔΡΟΣ: Τί γνωρίζετε διὰ τὰς ταυτότητας; ΜΑΡ.: Εἶχον διατρηθῆ. ΣΥΝΗΓ.: Ποῖος ἔδωσε τὴν ἐντολήν; ΜΑΡ.: Δὲν ἐνθυμοῦμαι. ΚΑΤΗΓΟΡΟΥΜΕΝΟΣ: Ἠσκήθησαν πιέσεις; ΜΑΡ.: Ὄχι. ΣΥΝΗΓ.: Ἐγίνετο διαφώτισις ὑπὲρ τῆς ΕΡΕ; ΜΑΡ.: Ὄχι. ΠΡΟΕΔΡΟΣ: Οἱ στρατιῶται ἦσαν ἐλεύθεροι; ΜΑΡ.: Μάλιστα. ΣΥΝΗΓ.: Πῶς ἐψήφισαν; ΜΑΡ.: Μυστικῶς. ΑΠΟΚΑΛΥΠΤΙΚΑΙ ΚΑΤΑΘΕΣΕΙΣ ΑΘΗΝΑΙ, 22.— Ἐνώπιον τοῦ μικτοῦ κακουργιοδικείου ἤρχισε χθὲς ἡ ἐκδίκασις τῆς ὑποθέσεως τοῦ ὑπολοχαγοῦ Μιχ. Τσίγγα, ὁ ὁποῖος κατήγγειλε δι' ἐπιστολῆς του ἐκλογικὰς παραβάσεις εἰς τὴν Βέροιαν. ΣΥΝΗΓ.: Τὰ εἴχε εἰς τὴν ἀντίληψίν σας; ΜΑΡ.: Ὄχι. ΣΥΝΗΓ.: Ἐδόθησαν ὁδηγίαι; ΜΑΡ.: Δὲν γνωρίζω. ΠΡΟΕΔΡΟΣ: Τί γνωρίζετε διὰ τὰς ταυτότητας; ΜΑΡ.: Εἶχον διατρηθῆ. ΣΥΝΗΓ.: Ποῖος ἔδωσε τὴν ἐντολήν; ΜΑΡ.: Δὲν ἐνθυμοῦμαι. ΚΑΤΗΓΟΡΟΥΜΕΝΟΣ: Ἠσκήθησαν πιέσεις; ΜΑΡ.: Ὄχι. ΣΥΝΗΓ.: Ἐγίνετο διαφώτισις ὑπὲρ τῆς ΕΡΕ; ΜΑΡ.: Ὄχι. ΠΡΟΕΔΡΟΣ: Οἱ στρατιῶται ἦσαν ἐλεύθεροι; ΜΑΡ.: Μάλιστα. ΣΥΝΗΓ.: Πῶς ἐψήφισαν; ΜΑΡ.: Μυστικῶς. ΑΘΗΝΑΙ, 22.— Ἐνώπιον τοῦ μικτοῦ κακουργιοδικείου ἤρχισε χθὲς ἡ ἐκδίκασις τῆς ὑποθέσεως τοῦ ὑπολοχαγοῦ Μιχ. Τσίγγα, ὁ ὁποῖος κατήγγειλε δι' ἐπιστολῆς του ἐκλογικὰς παραβάσεις εἰς τὴν Βέροιαν. ΣΥΝΗΓ.: Τὰ εἴχε εἰς τὴν ἀντίληψίν σας; ΜΑΡ.: Ὄχι. ΣΥΝΗΓ.: Ἐδόθησαν ὁδηγίαι; ΜΑΡ.: Δὲν γνωρίζω. ΠΡΟΕΔΡΟΣ: Τί γνωρίζετε διὰ τὰς ταυτότητας; ΜΑΡ.: Εἶχον διατρηθῆ. ΣΥΝΗΓ.: Ποῖος ἔδωσε τὴν ἐντολήν; ΜΑΡ.: Δὲν ἐνθυμοῦμαι. ΚΑΤΗΓΟΡΟΥΜΕΝΟΣ: Ἠσκήθησαν πιέσεις; ΜΑΡ.: Ὄχι. ΣΥΝΗΓ.: Ἐγίνετο διαφώτισις ὑπὲρ τῆς ΕΡΕ; ΜΑΡ.: Ὄχι. ΠΡΟΕΔΡΟΣ: Οἱ στρατιῶται ἦσαν ἐλεύθεροι; ΜΑΡ.: Μάλιστα. ΣΥΝΗΓ.: Πῶς ἐψήφισαν; ΜΑΡ.: Μυστικῶς. Ο ΣΠΟΥΔΑΣΤΗΣ ΘΕΟΔΩΡΟΥ ΑΘΗΝΑΙ, 22.— Ἐνώπιον τοῦ μικτοῦ κακουργιοδικείου ἤρχισε χθὲς ἡ ἐκδίκασις τῆς ὑποθέσεως τοῦ ὑπολοχαγοῦ Μιχ. Τσίγγα, ὁ ὁποῖος κατήγγειλε δι' ἐπιστολῆς του ἐκλογικὰς παραβάσεις εἰς τὴν Βέροιαν. ΣΥΝΗΓ.: Τὰ εἴχε εἰς τὴν ἀντίληψίν σας; ΜΑΡ.: Ὄχι. ΣΥΝΗΓ.: Ἐδόθησαν ὁδηγίαι; ΜΑΡ.: Δὲν γνωρίζω. ΠΡΟΕΔΡΟΣ: Τί γνωρίζετε διὰ τὰς ταυτότητας; ΜΑΡ.: Εἶχον διατρηθῆ. ΣΥΝΗΓ.: Ποῖος ἔδωσε τὴν ἐντολήν; ΜΑΡ.: Δὲν ἐνθυμοῦμαι. ΚΑΤΗΓΟΡΟΥΜΕΝΟΣ: Ἠσκήθησαν πιέσεις; ΜΑΡ.: Ὄχι. ΣΥΝΗΓ.: Ἐγίνετο διαφώτισις ὑπὲρ τῆς ΕΡΕ; ΜΑΡ.: Ὄχι. ΠΡΟΕΔΡΟΣ: Οἱ στρατιῶται ἦσαν ἐλεύθεροι; ΜΑΡ.: Μάλιστα. ΣΥΝΗΓ.: Πῶς ἐψήφισαν; ΜΑΡ.: Μυστικῶς. ΑΘΗΝΑΙ, 22.— Ἐνώπιον τοῦ μικτοῦ κακουργιοδικείου ἤρχισε χθὲς ἡ ἐκδίκασις τῆς ὑποθέσεως τοῦ ὑπολοχαγοῦ Μιχ. Τσίγγα, ὁ ὁποῖος κατήγγειλε δι' ἐπιστολῆς του ἐκλογικὰς παραβάσεις εἰς τὴν Βέροιαν. ΣΥΝΗΓ.: Τὰ εἴχε εἰς τὴν ἀντίληψίν σας; ΜΑΡ.: Ὄχι. ΣΥΝΗΓ.: Ἐδόθησαν ὁδηγίαι; ΜΑΡ.: Δὲν γνωρίζω. ΠΡΟΕΔΡΟΣ: Τί γνωρίζετε διὰ τὰς ταυτότητας; ΜΑΡ.: Εἶχον διατρηθῆ. ΣΥΝΗΓ.: Ποῖος ἔδωσε τὴν ἐντολήν; ΜΑΡ.: Δὲν ἐνθυμοῦμαι. ΚΑΤΗΓΟΡΟΥΜΕΝΟΣ: Ἠσκήθησαν πιέσεις; ΜΑΡ.: Ὄχι. ΣΥΝΗΓ.: Ἐγίνετο διαφώτισις ὑπὲρ τῆς ΕΡΕ; ΜΑΡ.: Ὄχι. ΠΡΟΕΔΡΟΣ: Οἱ στρατιῶται ἦσαν ἐλεύθεροι; ΜΑΡ.: Μάλιστα. ΣΥΝΗΓ.: Πῶς ἐψήφισαν; ΜΑΡ.: Μυστικῶς. Ο κ. ΘΕΟΛΟΓΙΤΗΣ ΑΘΗΝΑΙ, 22.— Ἐνώπιον τοῦ μικτοῦ κακουργιοδικείου ἤρχισε χθὲς ἡ ἐκδίκασις τῆς ὑποθέσεως τοῦ ὑπολοχαγοῦ Μιχ. Τσίγγα, ὁ ὁποῖος κατήγγειλε δι' ἐπιστολῆς του ἐκλογικὰς παραβάσεις εἰς τὴν Βέροιαν. ΣΥΝΗΓ.: Τὰ εἴχε εἰς τὴν ἀντίληψίν σας; ΜΑΡ.: Ὄχι. ΣΥΝΗΓ.: Ἐδόθησαν ὁδηγίαι; ΜΑΡ.: Δὲν γνωρίζω. ΠΡΟΕΔΡΟΣ: Τί γνωρίζετε διὰ τὰς ταυτότητας; ΜΑΡ.: Εἶχον διατρηθῆ. ΣΥΝΗΓ.: Ποῖος ἔδωσε τὴν ἐντολήν; ΜΑΡ.: Δὲν ἐνθυμοῦμαι. ΚΑΤΗΓΟΡΟΥΜΕΝΟΣ: Ἠσκήθησαν πιέσεις; ΜΑΡ.: Ὄχι. ΣΥΝΗΓ.: Ἐγίνετο διαφώτισις ὑπὲρ τῆς ΕΡΕ; ΜΑΡ.: Ὄχι. ΠΡΟΕΔΡΟΣ: Οἱ στρατιῶται ἦσαν ἐλεύθεροι; ΜΑΡ.: Μάλιστα. ΣΥΝΗΓ.: Πῶς ἐψήφισαν; ΜΑΡ.: Μυστικῶς. ΑΘΗΝΑΙ, 22.— Ἐνώπιον τοῦ μικτοῦ κακουργιοδικείου ἤρχισε χθὲς ἡ ἐκδίκασις τῆς ὑποθέσεως τοῦ ὑπολοχαγοῦ Μιχ. Τσίγγα, ὁ ὁποῖος κατήγγειλε δι' ἐπιστολῆς του ἐκλογικὰς παραβάσεις εἰς τὴν Βέροιαν. ΣΥΝΗΓ.: Τὰ εἴχε εἰς τὴν ἀντίληψίν σας; ΜΑΡ.: Ὄχι. ΣΥΝΗΓ.: Ἐδόθησαν ὁδηγίαι; ΜΑΡ.: Δὲν γνωρίζω. ΠΡΟΕΔΡΟΣ: Τί γνωρίζετε διὰ τὰς ταυτότητας; ΜΑΡ.: Εἶχον διατρηθῆ. ΣΥΝΗΓ.: Ποῖος ἔδωσε τὴν ἐντολήν; ΜΑΡ.: Δὲν ἐνθυμοῦμαι. ΚΑΤΗΓΟΡΟΥΜΕΝΟΣ: Ἠσκήθησαν πιέσεις; ΜΑΡ.: Ὄχι. ΣΥΝΗΓ.: Ἐγίνετο διαφώτισις ὑπὲρ τῆς ΕΡΕ; ΜΑΡ.: Ὄχι. ΠΡΟΕΔΡΟΣ: Οἱ στρατιῶται ἦσαν ἐλεύθεροι; ΜΑΡ.: Μάλιστα. ΣΥΝΗΓ.: Πῶς ἐψήφισαν; ΜΑΡ.: Μυστικῶς. Ο κ. ΧΑΤΖΗΚΟΚΚΙΝΗΣ ΑΘΗΝΑΙ, 22.— Ἐνώπιον τοῦ μικτοῦ κακουργιοδικείου ἤρχισε χθὲς ἡ ἐκδίκασις τῆς ὑποθέσεως τοῦ ὑπολοχαγοῦ Μιχ. Τσίγγα, ὁ ὁποῖος κατήγγειλε δι' ἐπιστολῆς του ἐκλογικὰς παραβάσεις εἰς τὴν Βέροιαν. ΣΥΝΗΓ.: Τὰ εἴχε εἰς τὴν ἀντίληψίν σας; ΜΑΡ.: Ὄχι. ΣΥΝΗΓ.: Ἐδόθησαν ὁδηγίαι; ΜΑΡ.: Δὲν γνωρίζω. ΠΡΟΕΔΡΟΣ: Τί γνωρίζετε διὰ τὰς ταυτότητας; ΜΑΡ.: Εἶχον διατρηθῆ. ΣΥΝΗΓ.: Ποῖος ἔδωσε τὴν ἐντολήν; ΜΑΡ.: Δὲν ἐνθυμοῦμαι. ΚΑΤΗΓΟΡΟΥΜΕΝΟΣ: Ἠσκήθησαν πιέσεις; ΜΑΡ.: Ὄχι. ΣΥΝΗΓ.: Ἐγίνετο διαφώτισις ὑπὲρ τῆς ΕΡΕ; ΜΑΡ.: Ὄχι. ΠΡΟΕΔΡΟΣ: Οἱ στρατιῶται ἦσαν ἐλεύθεροι; ΜΑΡ.: Μάλιστα. ΣΥΝΗΓ.: Πῶς ἐψήφισαν; ΜΑΡ.: Μυστικῶς. ΑΘΗΝΑΙ, 22.— Ἐνώπιον τοῦ μικτοῦ κακουργιοδικείου ἤρχισε χθὲς ἡ ἐκδίκασις τῆς ὑποθέσεως τοῦ ὑπολοχαγοῦ Μιχ. Τσίγγα, ὁ ὁποῖος κατήγγειλε δι' ἐπιστολῆς του ἐκλογικὰς παραβάσεις εἰς τὴν Βέροιαν. ΣΥΝΗΓ.: Τὰ εἴχε εἰς τὴν ἀντίληψίν σας; ΜΑΡ.: Ὄχι. ΣΥΝΗΓ.: Ἐδόθησαν ὁδηγίαι; ΜΑΡ.: Δὲν γνωρίζω. ΠΡΟΕΔΡΟΣ: Τί γνωρίζετε διὰ τὰς ταυτότητας; ΜΑΡ.: Εἶχον διατρηθῆ. ΣΥΝΗΓ.: Ποῖος ἔδωσε τὴν ἐντολήν; ΜΑΡ.: Δὲν ἐνθυμοῦμαι. ΚΑΤΗΓΟΡΟΥΜΕΝΟΣ: Ἠσκήθησαν πιέσεις; ΜΑΡ.: Ὄχι. ΣΥΝΗΓ.: Ἐγίνετο διαφώτισις ὑπὲρ τῆς ΕΡΕ; ΜΑΡ.: Ὄχι. ΠΡΟΕΔΡΟΣ: Οἱ στρατιῶται ἦσαν ἐλεύθεροι; ΜΑΡ.: Μάλιστα. ΣΥΝΗΓ.: Πῶς ἐψήφισαν; ΜΑΡ.: Μυστικῶς. — [1185, 597, 1632, 2018]
cards-article: Θεσσαλονίκη. Δέκα πέντε ἄτομα κατεδικάσθησαν διότι ἐχαρτόπαιζον παρανόμως εἰς κέντρον τῆς πόλεως. Θεσσαλονίκη. Δέκα πέντε ἄτομα κατεδικάσθησαν διότι ἐχαρτόπαιζον παρανόμως εἰς κέντρον τῆς πόλεως. ΕΠΙΣΚΕΨΙΣ ΛΙΒΑΝΙΚΩΝ ΤΟΚΙΟ, 22 (Ρόυτερ).— Ἐκ τῆς δημοσιευθείσης ἐκθέσεως προκύπτει ὅτι αἱ σχέσεις τῶν δύο χωρῶν βελτιοῦνται. — [563, 318, 802, 410]
trial-head-6: Ο κ. ΧΑΤΖΗΚΟΚΚΙΝΗΣ — [1350, 1687, 1467, 1698]
armenians-sub-1: Τοῦ ἐγκλήματος προηγήθη συμπλοκὴ — [872, 510, 1118, 525]
britain-box-3: Ο ΑΝΤΟΝΙΝ ΝΟΒΟΤΝΥ ΑΝΕΧΩΡΗΣΕΝ ΑΠΟ ΤΗΝ ΚΑΜΠΟΤΖΙΑΝ — [196, 964, 370, 1017]
armenians-article: ΚΩΝ/ΠΟΛΙΣ, 22 (Τοῦ ἀνταποκριτοῦ μας).— Δύο Ἀρμένιοι ἀδελφοὶ ἐφόνευσαν χθὲς εἰς τὸ Ταξεὶμ ὁμοεθνῆ των ἀθλητὴν ἄρσεως βαρῶν. Τοῦ ἐγκλήματος προηγήθη συμπλοκὴ λόγῳ παρεξηγήσεως ἐκ χιονοπολέμου. Ἐτραυματίσθη καὶ εἷς ἀπὸ τοὺς δράστας. Τὸ θῦμα ἦτο γνωστὸν εἰς τοὺς ἀθλητικοὺς κύκλους τῆς πόλεως. ΚΩΝ/ΠΟΛΙΣ, 22 (Τοῦ ἀνταποκριτοῦ μας).— Δύο Ἀρμένιοι ἀδελφοὶ ἐφόνευσαν χθὲς εἰς τὸ Ταξεὶμ ὁμοεθνῆ των ἀθλητὴν ἄρσεως βαρῶν. Τοῦ ἐγκλήματος προηγήθη συμπλοκὴ λόγῳ παρεξηγήσεως ἐκ χιονοπολέμου. Ἐτραυματίσθη καὶ εἷς ἀπὸ τοὺς δράστας. Τὸ θῦμα ἦτο γνωστὸν εἰς τοὺς ἀθλητικοὺς κύκλους τῆς πόλεως. ΚΩΝ/ΠΟΛΙΣ, 22 (Τοῦ ἀνταποκριτοῦ μας).— Δύο Ἀρμένιοι ἀδελφοὶ ἐφόνευσαν χθὲς εἰς τὸ Ταξεὶμ ὁμοεθνῆ των ἀθλητὴν ἄρσεως βαρῶν. Τοῦ ἐγκλήματος προηγήθη συμπλοκὴ λόγῳ παρεξηγήσεως ἐκ χιονοπολέμου. Ἐτραυματίσθη καὶ εἷς ἀπὸ τοὺς δράστας. Τὸ θῦμα ἦτο γνωστὸν εἰς τοὺς ἀθλητικοὺς κύκλους τῆς πόλεως. — [814, 561, 1176, 683]
middle-column — [563, 9, 802, 2259]
continued-box: ΣΥΝΕΧΕΙΑ Εἰς τὴν 7ην σελίδα — [1336, 2201, 1480, 2259]
mao-article: ΤΟΚΙΟ, 22 (Ἀσσ. Πρές).— Ὁ κινεζικὸς ραδιοφωνικὸς σταθμὸς ἀνεκοίνωσεν ὅτι ὁ κ. Μάο Τσὲ Τοὺγκ ἐδέχθη τοὺς ἀντιπροσώπους διαφόρων κομμουνιστικῶν κομμάτων, ἀγνοήσας παντελῶς τὸν ἐκπρόσωπον τοῦ κ. Κρούστσεφ, ὁ ὁποῖος εἶναι μέλος τῆς κεντρικῆς ἐπιτροπῆς τοῦ σοβιετικοῦ κομμουνιστικοῦ κόμματος. ΛΟΝΔΙΝΟΝ, 22 (Ρόυτερ).— Σήμερον ἀρχίζουν αἱ ἀνακρίσεις διὰ τὸν φόνον τοῦ Κυπρίου. ΤΕΧΕΡΑΝΗ, 22 (Ρόυτερ).— Αἱ Ἡνωμέναι Πολιτεῖαι θὰ χορηγήσουν δάνειον 15 ἑκατομμυρίων δολλαρίων πρὸς τὴν Περσίαν. ΗΓΝΩΡΙΣΘΗΣΑΝ ΣΥΓΚΕΝΗΜΕΝΑ. ΣΗΜΕΡΟΝ ΑΙ ΑΝΑΚΡΙΣΕΙΣ ΔΙΑ ΤΟΝ ΦΟΝΟΝ ΤΟΥ ΚΥΠΡΙΟΥ ΤΟΚΙΟ, 22 (Ἀσσ. Πρές).— Ὁ κινεζικὸς ραδιοφωνικὸς σταθμὸς ἀνεκοίνωσεν ὅτι ὁ κ. Μάο Τσὲ Τοὺγκ ἐδέχθη τοὺς ἀντιπροσώπους διαφόρων κομμουνιστικῶν κομμάτων, ἀγνοήσας παντελῶς τὸν ἐκπρόσωπον τοῦ κ. Κρούστσεφ, ὁ ὁποῖος εἶναι μέλος τῆς κεντρικῆς ἐπιτροπῆς τοῦ σοβιετικοῦ κομμουνιστικοῦ κόμματος. ΛΟΝΔΙΝΟΝ, 22 (Ρόυτερ).— Σήμερον ἀρχίζουν αἱ ἀνακρίσεις διὰ τὸν φόνον τοῦ Κυπρίου. ΤΕΧΕΡΑΝΗ, 22 (Ρόυτερ).— Αἱ Ἡνωμέναι Πολιτεῖαι θὰ χορηγήσουν δάνειον 15 ἑκατομμυρίων δολλαρίων πρὸς τὴν Περσίαν. ΗΓΝΩΡΙΣΘΗΣΑΝ ΣΥΓΚΕΝΗΜΕΝΑ. ΑΜΕΡΙΚΑΝΙΚΟΝ ΔΑΝΕΙΟΝ ΠΡΟΣ ΤΗΝ ΠΕΡΣΙΑΝ ΔΙ' ΕΚΤΕΛΕΣΙΝ ΕΡΓΩΝ ΤΟΚΙΟ, 22 (Ἀσσ. Πρές).— Ὁ κινεζικὸς ραδιοφωνικὸς σταθμὸς ἀνεκοίνωσεν ὅτι ὁ κ. Μάο Τσὲ Τοὺγκ ἐδέχθη τοὺς ἀντιπροσώπους διαφόρων κομμουνιστικῶν κομμάτων, ἀγνοήσας παντελῶς τὸν ἐκπρόσωπον τοῦ κ. Κρούστσεφ, ὁ ὁποῖος εἶναι μέλος τῆς κεντρικῆς ἐπιτροπῆς τοῦ σοβιετικοῦ κομμουνιστικοῦ κόμματος. ΛΟΝΔΙΝΟΝ, 22 (Ρόυτερ).— Σήμερον ἀρχίζουν αἱ ἀνακρίσεις διὰ τὸν φόνον τοῦ Κυπρίου. ΤΕΧΕΡΑΝΗ, 22 (Ρόυτερ).— Αἱ Ἡνωμέναι Πολιτεῖαι θὰ χορηγήσουν δάνειον 15 ἑκατομμυρίων δολλαρίων πρὸς τὴν Περσίαν. ΗΓΝΩΡΙΣΘΗΣΑΝ ΣΥΓΚΕΝΗΜΕΝΑ. Η ΣΤΑΣΙΣ ΤΩΝ ΑΣΙΑΤΩΝ ΤΟΚΙΟ, 22 (Ἀσσ. Πρές).— Ὁ κινεζικὸς ραδιοφωνικὸς σταθμὸς ἀνεκοίνωσεν ὅτι ὁ κ. Μάο Τσὲ Τοὺγκ ἐδέχθη τοὺς ἀντιπροσώπους διαφόρων κομμουνιστικῶν κομμάτων, ἀγνοήσας παντελῶς τὸν ἐκπρόσωπον τοῦ κ. Κρούστσεφ, ὁ ὁποῖος εἶναι μέλος τῆς κεντρικῆς ἐπιτροπῆς τοῦ σοβιετικοῦ κομμουνιστικοῦ κόμματος. ΛΟΝΔΙΝΟΝ, 22 (Ρόυτερ).— Σήμερον ἀρχίζουν αἱ ἀνακρίσεις διὰ τὸν φόνον τοῦ Κυπρίου. ΤΕΧΕΡΑΝΗ, 22 (Ρόυτερ).— Αἱ Ἡνωμέναι Πολιτεῖαι θὰ χορηγήσουν δάνειον 15 ἑκατομμυρίων δολλαρίων πρὸς τὴν Περσίαν. ΗΓΝΩΡΙΣΘΗΣΑΝ ΣΥΓΚΕΝΗΜΕΝΑ. — [13, 1672, 551, 1947]
ships-sub-1: Τὸ «Ἀλεξάνδρα» εἰς τὴν Σικελίαν — [93, 167, 471, 191]
mao-sub-3: Η ΣΤΑΣΙΣ ΤΩΝ ΑΣΙΑΤΩΝ ΚΟΜΜΟΥΝΙΣΤΩΝ — [66, 1639, 498, 1666]
drug-sub-4: θεραπεύει δὲ καὶ τὰ τραχώματα — [844, 1583, 1146, 1605]
mao-box-3: Η ΣΤΑΣΙΣ ΤΩΝ ΑΣΙΑΤΩΝ — [403, 1770, 526, 1781]
armenians-headline: ΔΥΟ ΑΡΜΕΝΙΟΙ ΑΔΕΛΦΟΙ ΕΦΟΝΕΥΣΑΝ ΕΙΣ ΤΑΞΕΙΜ ΚΩΝΣΤΑΝΤΙΝΟΥΠΟΛΕΩΣ ΟΜΟΕΘΝΗ ΑΘΛΗΤΗΝ ΑΡΣΕΩΣ ΒΑΡΩΝ — [824, 455, 1165, 508]
trial-lead: Οἱ μάρτυρες κατηγορίας, ἀξιωματικοὶ κατὰ τὸ πλεῖστον, ἀρνοῦνται ὅτι ἐγίνετο διαφώτισις ὑπὲρ τῆς ΕΡΕ εἰς τὰς μονάδας καὶ ὅτι ἐξεδόθησαν πλαστὰ ταυτότητες.— Ἡ στρατιωτικὴ ἄσκησις εἰς τὰ Γιαννιτσὰ ἦτο συνήθης.— Πιέσεις δὲν ἠσκήθησαν!— Οἱ στρατιῶται ἦσαν ἐλεύθεροι νὰ ψηφίσουν ὅ,τι ἤθελαν!— Παρεδέχθησαν, ὅμως, ὅτι εἶχον διατρηθῆ αἱ ταυτότητες στρατιωτικῶν.— Κατάθεσις - καταπέλτης ἑνὸς ἐφέδρου.— — [814, 264, 1176, 445]
ships-headline: ΤΡΙΑ ΕΛΛΗΝΙΚΑ ΦΟΡΤΗΓΑ ΠΛΟΙΑ ΠΡΟΣΗΡΑΞΑΝ ΛΟΓΩ ΤΡΙΚΥΜΙΑΣ — [45, 44, 520, 161]
drug-sub-3: Δὲν ἔχει βλαβερὰς παρενεργείας — [840, 1559, 1150, 1581]
